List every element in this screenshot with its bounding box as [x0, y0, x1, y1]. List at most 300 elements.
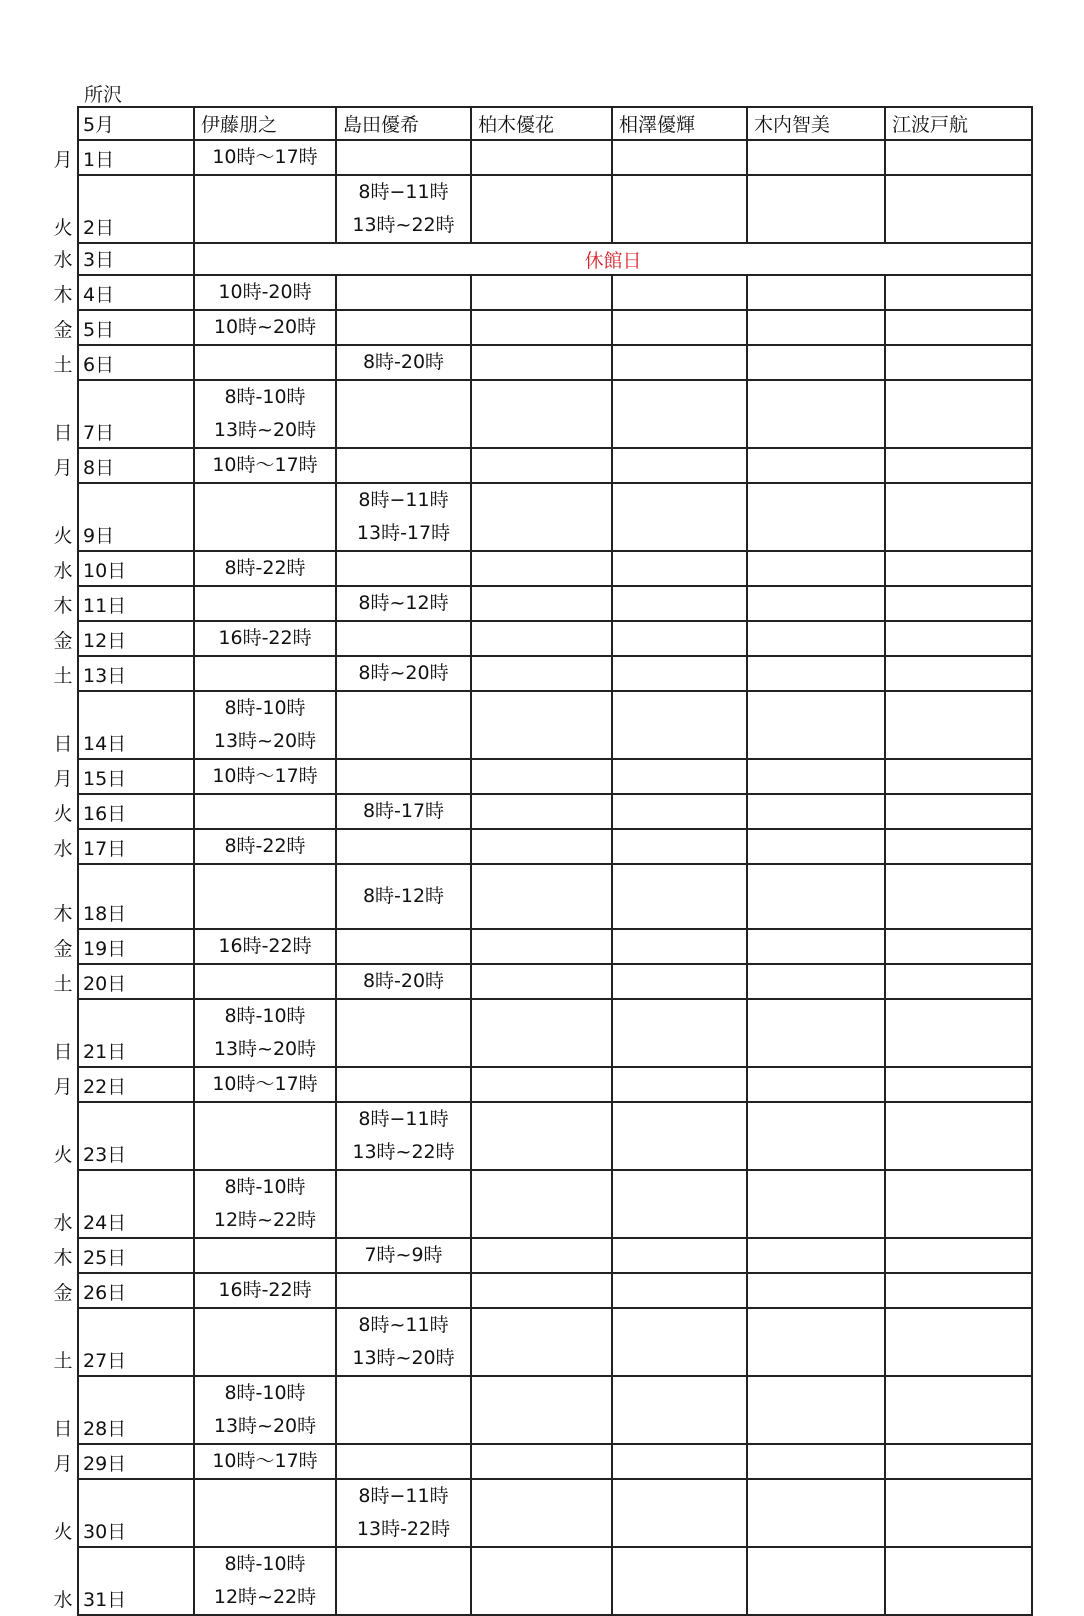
shift-cell — [336, 929, 471, 964]
shift-cell — [194, 1547, 336, 1615]
shift-cell — [471, 1547, 612, 1615]
shift-cell — [747, 691, 885, 759]
shift-cell — [194, 829, 336, 864]
shift-cell — [471, 175, 612, 243]
shift-cell — [471, 483, 612, 551]
shift-cell — [471, 1376, 612, 1444]
shift-cell — [471, 1067, 612, 1102]
date-cell: 12日 — [78, 621, 194, 656]
date-cell: 26日 — [78, 1273, 194, 1308]
schedule-row — [78, 483, 1032, 551]
shift-cell — [885, 275, 1032, 310]
shift-schedule-table — [77, 106, 1033, 1616]
shift-cell — [885, 345, 1032, 380]
shift-cell — [336, 345, 471, 380]
shift-time: 8時-10時 — [224, 386, 306, 408]
date-cell: 11日 — [78, 586, 194, 621]
shift-cell — [194, 794, 336, 829]
date-cell: 31日 — [78, 1547, 194, 1615]
shift-cell — [612, 1444, 747, 1479]
shift-time: 8時-20時 — [362, 351, 445, 373]
shift-cell — [885, 1444, 1032, 1479]
date-cell: 15日 — [78, 759, 194, 794]
weekday-label: 金 — [53, 1282, 73, 1304]
shift-cell — [747, 345, 885, 380]
shift-cell — [336, 1273, 471, 1308]
shift-cell — [747, 829, 885, 864]
shift-cell — [336, 1238, 471, 1273]
date-cell: 1日 — [78, 140, 194, 175]
shift-cell — [336, 829, 471, 864]
date-cell: 14日 — [78, 691, 194, 759]
header-staff-shimada: 島田優希 — [336, 107, 471, 140]
shift-time: 10時~20時 — [213, 316, 317, 338]
shift-cell — [612, 999, 747, 1067]
shift-cell — [194, 1444, 336, 1479]
shift-cell — [194, 551, 336, 586]
shift-cell — [194, 1273, 336, 1308]
shift-cell — [471, 929, 612, 964]
shift-cell — [612, 621, 747, 656]
shift-time: 8時-10時 — [224, 1005, 306, 1027]
shift-time: 8時−11時 — [358, 1485, 449, 1507]
shift-cell — [885, 1273, 1032, 1308]
weekday-label: 土 — [53, 1350, 73, 1372]
shift-time: 13時~20時 — [213, 730, 317, 752]
date-cell: 10日 — [78, 551, 194, 586]
schedule-row — [78, 175, 1032, 243]
shift-time: 8時-10時 — [224, 1176, 306, 1198]
weekday-label: 月 — [53, 149, 73, 171]
shift-cell — [194, 656, 336, 691]
shift-cell — [194, 999, 336, 1067]
shift-cell — [747, 586, 885, 621]
shift-cell — [336, 275, 471, 310]
shift-cell — [612, 1376, 747, 1444]
shift-cell — [471, 794, 612, 829]
header-staff-ito: 伊藤朋之 — [194, 107, 336, 140]
weekday-label: 金 — [53, 938, 73, 960]
shift-cell — [336, 380, 471, 448]
shift-cell — [194, 1376, 336, 1444]
weekday-label: 金 — [53, 630, 73, 652]
date-cell: 17日 — [78, 829, 194, 864]
schedule-row — [78, 964, 1032, 999]
date-cell: 22日 — [78, 1067, 194, 1102]
shift-cell — [612, 929, 747, 964]
schedule-row — [78, 864, 1032, 929]
date-cell: 3日 — [78, 243, 194, 275]
shift-time: 8時~20時 — [358, 662, 449, 684]
shift-cell — [194, 586, 336, 621]
header-staff-aizawa: 相澤優輝 — [612, 107, 747, 140]
shift-cell — [612, 864, 747, 929]
header-staff-kiuchi: 木内智美 — [747, 107, 885, 140]
shift-cell — [336, 1444, 471, 1479]
shift-cell — [612, 964, 747, 999]
schedule-row — [78, 310, 1032, 345]
schedule-row — [78, 1170, 1032, 1238]
shift-cell — [471, 140, 612, 175]
weekday-label: 日 — [53, 733, 73, 755]
schedule-row — [78, 1067, 1032, 1102]
shift-cell — [194, 483, 336, 551]
weekday-label: 土 — [53, 354, 73, 376]
schedule-row — [78, 448, 1032, 483]
shift-cell — [747, 1308, 885, 1376]
shift-cell — [747, 621, 885, 656]
shift-cell — [885, 864, 1032, 929]
date-cell: 20日 — [78, 964, 194, 999]
shift-cell — [747, 275, 885, 310]
shift-time: 8時~12時 — [358, 592, 449, 614]
shift-time: 16時-22時 — [218, 935, 312, 957]
shift-cell — [336, 864, 471, 929]
shift-time: 13時~20時 — [213, 1038, 317, 1060]
shift-cell — [885, 448, 1032, 483]
shift-cell — [885, 1479, 1032, 1547]
shift-cell — [747, 1067, 885, 1102]
shift-time: 8時-10時 — [224, 1382, 306, 1404]
location-title: 所沢 — [84, 84, 123, 106]
shift-cell — [194, 380, 336, 448]
shift-cell — [471, 864, 612, 929]
weekday-label: 日 — [53, 422, 73, 444]
shift-cell — [612, 275, 747, 310]
shift-time: 8時−11時 — [358, 181, 449, 203]
header-staff-ebato: 江波戸航 — [885, 107, 1032, 140]
schedule-row — [78, 1308, 1032, 1376]
weekday-label: 土 — [53, 665, 73, 687]
shift-cell — [471, 1479, 612, 1547]
shift-cell — [885, 829, 1032, 864]
shift-cell — [336, 691, 471, 759]
schedule-row — [78, 551, 1032, 586]
shift-cell — [612, 1067, 747, 1102]
shift-cell — [336, 551, 471, 586]
weekday-label: 木 — [53, 284, 73, 306]
date-cell: 27日 — [78, 1308, 194, 1376]
weekday-label: 月 — [53, 1453, 73, 1475]
shift-cell — [747, 448, 885, 483]
shift-cell — [194, 864, 336, 929]
schedule-row — [78, 243, 1032, 275]
shift-cell — [194, 964, 336, 999]
shift-cell — [194, 759, 336, 794]
weekday-label: 日 — [53, 1418, 73, 1440]
shift-cell — [336, 448, 471, 483]
shift-time: 13時-17時 — [356, 522, 451, 544]
shift-cell — [336, 759, 471, 794]
weekday-label: 月 — [53, 1076, 73, 1098]
shift-cell — [194, 691, 336, 759]
shift-cell — [747, 1102, 885, 1170]
shift-cell — [885, 1102, 1032, 1170]
schedule-row — [78, 999, 1032, 1067]
schedule-row — [78, 656, 1032, 691]
weekday-label: 月 — [53, 457, 73, 479]
shift-cell — [471, 691, 612, 759]
shift-cell — [747, 864, 885, 929]
date-cell: 21日 — [78, 999, 194, 1067]
shift-cell — [336, 1067, 471, 1102]
weekday-label: 火 — [53, 1521, 73, 1543]
shift-cell — [194, 1308, 336, 1376]
shift-cell — [612, 759, 747, 794]
date-cell: 18日 — [78, 864, 194, 929]
shift-time: 8時-20時 — [362, 970, 445, 992]
shift-cell — [336, 999, 471, 1067]
shift-cell — [747, 1238, 885, 1273]
date-cell: 7日 — [78, 380, 194, 448]
shift-time: 8時−11時 — [358, 1108, 449, 1130]
date-cell: 19日 — [78, 929, 194, 964]
shift-time: 13時~20時 — [213, 1415, 317, 1437]
date-cell: 2日 — [78, 175, 194, 243]
schedule-row — [78, 140, 1032, 175]
shift-cell — [471, 380, 612, 448]
weekday-label: 木 — [53, 595, 73, 617]
shift-cell — [885, 1170, 1032, 1238]
weekday-label: 日 — [53, 1041, 73, 1063]
shift-cell — [885, 759, 1032, 794]
schedule-row — [78, 1444, 1032, 1479]
shift-cell — [747, 1547, 885, 1615]
shift-time: 10時〜17時 — [212, 1450, 318, 1472]
shift-cell — [885, 551, 1032, 586]
schedule-row — [78, 1238, 1032, 1273]
shift-cell — [885, 175, 1032, 243]
shift-cell — [612, 345, 747, 380]
weekday-label: 水 — [53, 838, 73, 860]
shift-cell — [471, 829, 612, 864]
shift-cell — [194, 1102, 336, 1170]
shift-cell — [747, 1376, 885, 1444]
shift-time: 13時-22時 — [356, 1518, 451, 1540]
shift-cell — [747, 999, 885, 1067]
shift-cell — [194, 175, 336, 243]
date-cell: 13日 — [78, 656, 194, 691]
shift-cell — [194, 310, 336, 345]
schedule-row — [78, 794, 1032, 829]
shift-cell — [885, 586, 1032, 621]
shift-time: 13時~20時 — [213, 419, 317, 441]
shift-cell — [471, 999, 612, 1067]
shift-cell — [471, 310, 612, 345]
weekday-label: 水 — [53, 1589, 73, 1611]
shift-cell — [471, 345, 612, 380]
shift-cell — [612, 1479, 747, 1547]
shift-cell — [336, 140, 471, 175]
shift-time: 8時-12時 — [362, 885, 445, 907]
shift-cell — [336, 621, 471, 656]
shift-cell — [885, 621, 1032, 656]
schedule-row — [78, 586, 1032, 621]
shift-cell — [747, 1273, 885, 1308]
shift-time: 8時-17時 — [362, 800, 445, 822]
shift-cell — [471, 551, 612, 586]
schedule-row — [78, 1273, 1032, 1308]
shift-cell — [471, 656, 612, 691]
shift-cell — [336, 1547, 471, 1615]
shift-cell — [885, 929, 1032, 964]
shift-time: 8時-22時 — [224, 557, 306, 579]
shift-cell — [194, 140, 336, 175]
weekday-label: 水 — [53, 560, 73, 582]
shift-time: 8時-22時 — [224, 835, 306, 857]
shift-cell — [336, 1479, 471, 1547]
shift-cell — [885, 691, 1032, 759]
schedule-row — [78, 829, 1032, 864]
date-cell: 23日 — [78, 1102, 194, 1170]
shift-time: 12時~22時 — [213, 1586, 317, 1608]
schedule-row — [78, 759, 1032, 794]
shift-time: 10時〜17時 — [212, 454, 318, 476]
shift-cell — [194, 1479, 336, 1547]
shift-cell — [612, 691, 747, 759]
shift-cell — [612, 551, 747, 586]
date-cell: 5日 — [78, 310, 194, 345]
shift-cell — [336, 1376, 471, 1444]
shift-cell — [885, 1308, 1032, 1376]
shift-cell — [612, 1273, 747, 1308]
shift-time: 12時~22時 — [213, 1209, 317, 1231]
shift-cell — [194, 1170, 336, 1238]
shift-time: 10時〜17時 — [212, 1073, 318, 1095]
shift-cell — [194, 929, 336, 964]
shift-cell — [194, 448, 336, 483]
shift-cell — [612, 380, 747, 448]
shift-time: 13時~22時 — [352, 214, 455, 236]
shift-cell — [747, 964, 885, 999]
date-cell: 30日 — [78, 1479, 194, 1547]
date-cell: 6日 — [78, 345, 194, 380]
shift-cell — [885, 140, 1032, 175]
shift-cell — [747, 1444, 885, 1479]
schedule-row — [78, 275, 1032, 310]
weekday-label: 木 — [53, 903, 73, 925]
date-cell: 24日 — [78, 1170, 194, 1238]
shift-cell — [336, 586, 471, 621]
shift-time: 10時-20時 — [218, 281, 312, 303]
shift-cell — [612, 175, 747, 243]
shift-time: 8時−11時 — [358, 489, 449, 511]
weekday-label: 火 — [53, 217, 73, 239]
shift-time: 8時-10時 — [224, 1553, 306, 1575]
shift-time: 8時-10時 — [224, 697, 306, 719]
weekday-label: 火 — [53, 1144, 73, 1166]
weekday-label: 月 — [53, 768, 73, 790]
weekday-label: 土 — [53, 973, 73, 995]
shift-cell — [885, 1238, 1032, 1273]
weekday-label: 金 — [53, 319, 73, 341]
shift-cell — [471, 1273, 612, 1308]
shift-cell — [612, 310, 747, 345]
shift-cell — [885, 310, 1032, 345]
shift-cell — [747, 1170, 885, 1238]
shift-cell — [612, 1308, 747, 1376]
shift-cell — [885, 483, 1032, 551]
shift-cell — [612, 829, 747, 864]
shift-cell — [747, 175, 885, 243]
shift-cell — [336, 483, 471, 551]
schedule-row — [78, 691, 1032, 759]
weekday-label: 水 — [53, 249, 73, 271]
shift-cell — [612, 794, 747, 829]
shift-time: 13時~22時 — [352, 1141, 455, 1163]
shift-cell — [612, 1238, 747, 1273]
shift-cell — [336, 175, 471, 243]
shift-cell — [336, 310, 471, 345]
shift-cell — [471, 586, 612, 621]
shift-cell — [194, 1238, 336, 1273]
shift-time: 10時〜17時 — [212, 765, 318, 787]
shift-time: 16時-22時 — [218, 1279, 312, 1301]
shift-cell — [471, 964, 612, 999]
shift-cell — [194, 275, 336, 310]
shift-cell — [747, 1479, 885, 1547]
shift-cell — [747, 656, 885, 691]
shift-cell — [194, 1067, 336, 1102]
shift-cell — [471, 1170, 612, 1238]
weekday-label: 火 — [53, 803, 73, 825]
shift-cell — [747, 759, 885, 794]
shift-cell — [612, 140, 747, 175]
shift-cell — [612, 1170, 747, 1238]
shift-cell — [336, 794, 471, 829]
shift-cell — [336, 1102, 471, 1170]
closed-day-cell: 休館日 — [194, 243, 1032, 275]
shift-time: 7時~9時 — [364, 1244, 443, 1266]
schedule-row — [78, 1547, 1032, 1615]
shift-cell — [612, 586, 747, 621]
date-cell: 28日 — [78, 1376, 194, 1444]
weekday-label: 水 — [53, 1212, 73, 1234]
shift-cell — [747, 380, 885, 448]
shift-time: 13時~20時 — [352, 1347, 455, 1369]
shift-cell — [747, 794, 885, 829]
shift-cell — [885, 380, 1032, 448]
shift-cell — [612, 483, 747, 551]
shift-cell — [471, 1308, 612, 1376]
schedule-row — [78, 345, 1032, 380]
schedule-row — [78, 380, 1032, 448]
shift-cell — [612, 656, 747, 691]
shift-cell — [471, 275, 612, 310]
shift-cell — [194, 345, 336, 380]
shift-cell — [336, 1170, 471, 1238]
shift-cell — [471, 1444, 612, 1479]
shift-cell — [885, 1067, 1032, 1102]
shift-cell — [612, 1547, 747, 1615]
schedule-row — [78, 621, 1032, 656]
shift-cell — [612, 448, 747, 483]
date-cell: 16日 — [78, 794, 194, 829]
shift-time: 16時-22時 — [218, 627, 312, 649]
shift-cell — [471, 1102, 612, 1170]
shift-cell — [747, 310, 885, 345]
header-row — [78, 107, 1032, 140]
shift-cell — [471, 1238, 612, 1273]
shift-cell — [747, 929, 885, 964]
shift-cell — [885, 1376, 1032, 1444]
date-cell: 25日 — [78, 1238, 194, 1273]
shift-cell — [747, 551, 885, 586]
shift-cell — [194, 621, 336, 656]
shift-cell — [747, 483, 885, 551]
shift-cell — [336, 1308, 471, 1376]
date-cell: 8日 — [78, 448, 194, 483]
